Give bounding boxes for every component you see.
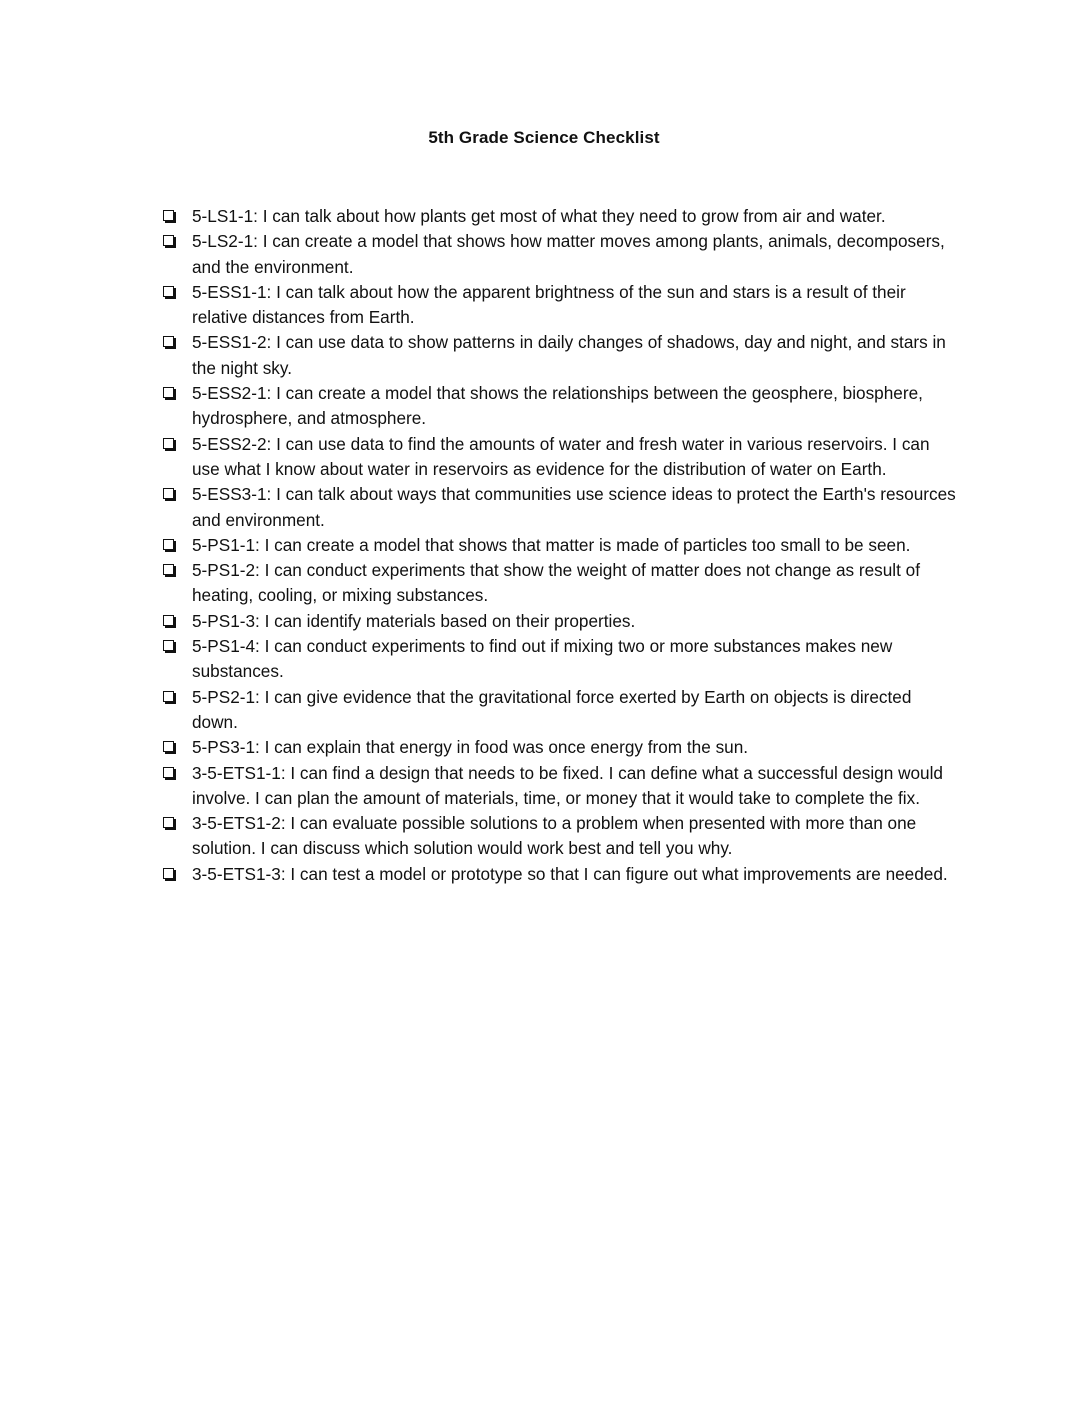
checklist-item-text: 5-ESS2-1: I can create a model that shows the relationships between the geosphere, biosphere, hydrosphere, and atmosphere. [192, 383, 923, 429]
checkbox-icon[interactable] [163, 691, 174, 702]
page-title: 5th Grade Science Checklist [428, 128, 660, 147]
checklist-item [161, 558, 961, 609]
checklist-item [161, 811, 961, 862]
checklist-item-text: 5-PS3-1: I can explain that energy in food was once energy from the sun. [192, 737, 749, 758]
checklist-item-text: 5-LS2-1: I can create a model that shows how matter moves among plants, animals, decomposers, and the environment. [192, 231, 945, 277]
checklist-item [161, 735, 961, 760]
checkbox-icon[interactable] [163, 868, 174, 879]
checklist-item-text: 5-ESS1-2: I can use data to show patterns in daily changes of shadows, day and night, and stars in the night sky. [192, 332, 946, 378]
checklist-item [161, 432, 961, 483]
checkbox-icon[interactable] [163, 817, 174, 828]
checkbox-icon[interactable] [163, 539, 174, 550]
checklist-item [161, 862, 961, 887]
checklist-item [161, 204, 961, 229]
checklist-item-text: 5-ESS3-1: I can talk about ways that communities use science ideas to protect the Earth's resources and environment. [192, 484, 956, 530]
checkbox-icon[interactable] [163, 488, 174, 499]
checkbox-icon[interactable] [163, 564, 174, 575]
checklist-item [161, 330, 961, 381]
checkbox-icon[interactable] [163, 615, 174, 626]
checklist-item-text: 3-5-ETS1-3: I can test a model or prototype so that I can figure out what improvements are needed. [192, 863, 948, 884]
checklist-item-text: 5-PS1-4: I can conduct experiments to find out if mixing two or more substances makes new substances. [192, 636, 893, 682]
checklist [161, 204, 961, 887]
checkbox-icon[interactable] [163, 336, 174, 347]
checkbox-icon[interactable] [163, 286, 174, 297]
checklist-item [161, 609, 961, 634]
checklist-item [161, 280, 961, 331]
checklist-item-text: 5-PS1-3: I can identify materials based on their properties. [192, 610, 636, 631]
checkbox-icon[interactable] [163, 438, 174, 449]
checklist-item-text: 3-5-ETS1-1: I can find a design that needs to be fixed. I can define what a successful design would involve. I can plan the amount of materials, time, or money that it would take to complete the fix. [192, 762, 943, 808]
checkbox-icon[interactable] [163, 741, 174, 752]
checkbox-icon[interactable] [163, 235, 174, 246]
checkbox-icon[interactable] [163, 767, 174, 778]
checklist-item [161, 381, 961, 432]
checkbox-icon[interactable] [163, 387, 174, 398]
checklist-item-text: 5-ESS2-2: I can use data to find the amounts of water and fresh water in various reservoirs. I can use what I know about water in reservoirs as evidence for the distribution of water on Earth. [192, 433, 930, 479]
checklist-item-text: 5-LS1-1: I can talk about how plants get most of what they need to grow from air and water. [192, 206, 886, 226]
checklist-item-text: 5-PS2-1: I can give evidence that the gravitational force exerted by Earth on objects is directed down. [192, 686, 912, 732]
checklist-item-text: 5-PS1-2: I can conduct experiments that show the weight of matter does not change as result of heating, cooling, or mixing substances. [192, 560, 921, 606]
checklist-item [161, 533, 961, 558]
checkbox-icon[interactable] [163, 210, 174, 221]
checklist-item [161, 634, 961, 685]
checklist-item [161, 685, 961, 736]
checklist-item-text: 3-5-ETS1-2: I can evaluate possible solutions to a problem when presented with more than one solution. I can discuss which solution would work best and tell you why. [192, 813, 917, 859]
checklist-item-text: 5-ESS1-1: I can talk about how the apparent brightness of the sun and stars is a result of their relative distances from Earth. [192, 281, 906, 328]
checklist-item [161, 761, 961, 812]
checkbox-icon[interactable] [163, 640, 174, 651]
checklist-item [161, 482, 961, 533]
checklist-item-text: 5-PS1-1: I can create a model that shows that matter is made of particles too small to be seen. [192, 534, 911, 555]
checklist-item [161, 229, 961, 280]
